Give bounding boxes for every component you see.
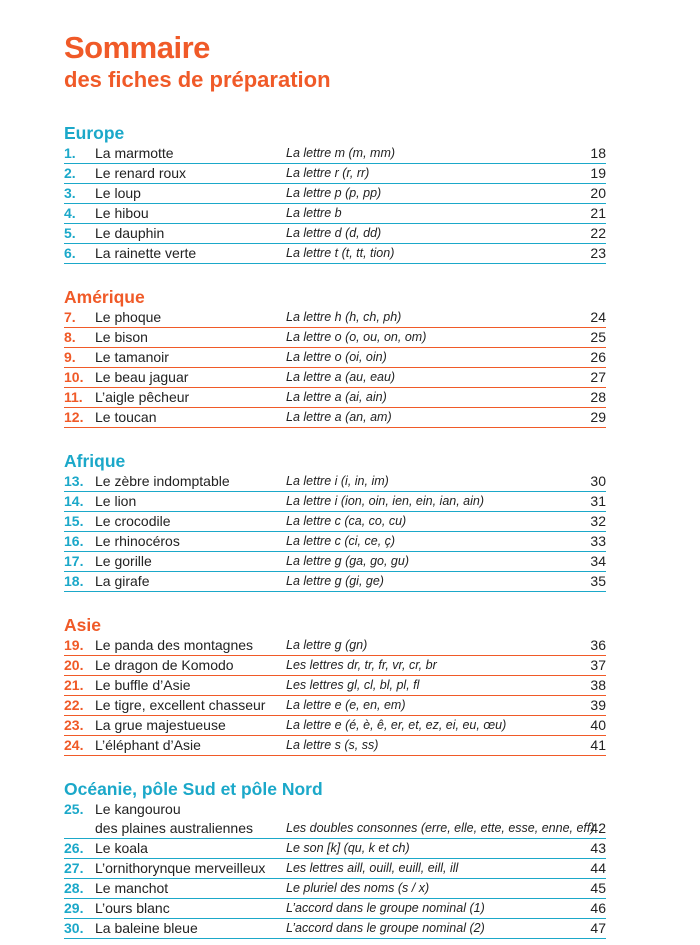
entry-title: Le rhinocéros xyxy=(95,533,180,549)
section-afrique xyxy=(64,450,606,592)
toc-entry[interactable] xyxy=(64,532,606,552)
toc-entry[interactable] xyxy=(64,472,606,492)
entry-number: 3. xyxy=(64,185,76,201)
entry-lesson: Les doubles consonnes (erre, elle, ette, esse, enne, eff) xyxy=(286,821,595,835)
entry-lesson: L’accord dans le groupe nominal (1) xyxy=(286,901,485,915)
toc-entry[interactable] xyxy=(64,919,606,939)
entry-lesson: La lettre o (o, ou, on, om) xyxy=(286,330,427,344)
toc-entry[interactable] xyxy=(64,408,606,428)
entry-title: Le bison xyxy=(95,329,148,345)
section-heading: Océanie, pôle Sud et pôle Nord xyxy=(64,779,323,799)
toc-entry[interactable] xyxy=(64,859,606,879)
entry-number: 18. xyxy=(64,573,84,589)
entry-lesson: La lettre g (gn) xyxy=(286,638,368,652)
toc-entry[interactable] xyxy=(64,552,606,572)
entry-lesson: Les lettres gl, cl, bl, pl, fl xyxy=(286,678,420,692)
entry-number: 5. xyxy=(64,225,76,241)
toc-entry[interactable] xyxy=(64,572,606,592)
entry-lesson: La lettre r (r, rr) xyxy=(286,166,370,180)
section-asie xyxy=(64,614,606,756)
entry-page-number: 28 xyxy=(590,389,606,405)
entry-number: 16. xyxy=(64,533,84,549)
entry-number: 27. xyxy=(64,860,84,876)
entry-lesson: La lettre c (ca, co, cu) xyxy=(286,514,407,528)
entry-page-number: 34 xyxy=(590,553,606,569)
entry-title: Le loup xyxy=(95,185,141,201)
entry-number: 14. xyxy=(64,493,84,509)
entry-number: 20. xyxy=(64,657,84,673)
entry-number: 6. xyxy=(64,245,76,261)
entry-lesson: L’accord dans le groupe nominal (2) xyxy=(286,921,485,935)
entry-page-number: 20 xyxy=(590,185,606,201)
entry-title: Le tigre, excellent chasseur xyxy=(95,697,266,713)
entry-page-number: 23 xyxy=(590,245,606,261)
entry-page-number: 30 xyxy=(590,473,606,489)
entry-number: 25. xyxy=(64,801,84,817)
entry-title: Le lion xyxy=(95,493,137,509)
entry-number: 2. xyxy=(64,165,76,181)
entry-title-continued: des plaines australiennes xyxy=(95,820,253,836)
entry-number: 26. xyxy=(64,840,84,856)
entry-page-number: 24 xyxy=(590,309,606,325)
entry-number: 21. xyxy=(64,677,84,693)
toc-entry[interactable] xyxy=(64,899,606,919)
entry-lesson: La lettre b xyxy=(286,206,342,220)
entry-number: 13. xyxy=(64,473,84,489)
entry-lesson: La lettre e (é, è, ê, er, et, ez, ei, eu, œu) xyxy=(286,718,507,732)
entry-title: L’ours blanc xyxy=(95,900,170,916)
entry-number: 22. xyxy=(64,697,84,713)
entry-page-number: 47 xyxy=(590,920,606,936)
entry-number: 12. xyxy=(64,409,84,425)
entry-title: Le dauphin xyxy=(95,225,165,241)
section-heading: Amérique xyxy=(64,287,145,307)
page-subtitle: des fiches de préparation xyxy=(64,67,331,92)
toc-entry[interactable] xyxy=(64,144,606,164)
entry-number: 8. xyxy=(64,329,76,345)
entry-number: 17. xyxy=(64,553,84,569)
sections-container xyxy=(64,122,606,939)
entry-page-number: 27 xyxy=(590,369,606,385)
entry-lesson: Les lettres dr, tr, fr, vr, cr, br xyxy=(286,658,437,672)
toc-entry[interactable] xyxy=(64,244,606,264)
section-amerique xyxy=(64,286,606,428)
toc-entry[interactable] xyxy=(64,204,606,224)
entry-title: Le manchot xyxy=(95,880,169,896)
toc-entry[interactable] xyxy=(64,716,606,736)
entry-title: Le hibou xyxy=(95,205,149,221)
entry-lesson: La lettre g (ga, go, gu) xyxy=(286,554,409,568)
entry-title: La baleine bleue xyxy=(95,920,198,936)
entry-title: Le gorille xyxy=(95,553,152,569)
section-europe xyxy=(64,122,606,264)
page-title: Sommaire xyxy=(64,30,210,65)
entry-number: 4. xyxy=(64,205,76,221)
entry-lesson: La lettre c (ci, ce, ç) xyxy=(286,534,396,548)
entry-page-number: 39 xyxy=(590,697,606,713)
entry-lesson: La lettre m (m, mm) xyxy=(286,146,396,160)
toc-entry[interactable] xyxy=(64,676,606,696)
entry-title: Le zèbre indomptable xyxy=(95,473,230,489)
entry-number: 30. xyxy=(64,920,84,936)
entry-page-number: 42 xyxy=(590,820,606,836)
entry-title: Le renard roux xyxy=(95,165,187,181)
entry-number: 10. xyxy=(64,369,84,385)
toc-entry[interactable] xyxy=(64,368,606,388)
entry-title: Le kangourou xyxy=(95,801,181,817)
entry-lesson: La lettre o (oi, oin) xyxy=(286,350,387,364)
entry-lesson: Le pluriel des noms (s / x) xyxy=(286,881,430,895)
entry-number: 28. xyxy=(64,880,84,896)
entry-page-number: 33 xyxy=(590,533,606,549)
entry-lesson: La lettre t (t, tt, tion) xyxy=(286,246,395,260)
toc-entry[interactable] xyxy=(64,512,606,532)
entry-number: 15. xyxy=(64,513,84,529)
entry-lesson: La lettre a (an, am) xyxy=(286,410,392,424)
entry-title: L’ornithorynque merveilleux xyxy=(95,860,266,876)
entry-title: Le beau jaguar xyxy=(95,369,189,385)
entry-number: 11. xyxy=(64,389,83,405)
toc-entry[interactable] xyxy=(64,164,606,184)
entry-title: La girafe xyxy=(95,573,150,589)
toc-entry[interactable] xyxy=(64,388,606,408)
entry-title: Le crocodile xyxy=(95,513,171,529)
entry-title: Le toucan xyxy=(95,409,157,425)
entry-lesson: La lettre s (s, ss) xyxy=(286,738,379,752)
entry-lesson: La lettre d (d, dd) xyxy=(286,226,382,240)
entry-lesson: La lettre g (gi, ge) xyxy=(286,574,384,588)
entry-lesson: Le son [k] (qu, k et ch) xyxy=(286,841,410,855)
entry-number: 7. xyxy=(64,309,76,325)
entry-page-number: 25 xyxy=(590,329,606,345)
toc-entry[interactable] xyxy=(64,636,606,656)
entry-lesson: Les lettres aill, ouill, euill, eill, ill xyxy=(286,861,459,875)
entry-page-number: 43 xyxy=(590,840,606,856)
entry-lesson: La lettre a (ai, ain) xyxy=(286,390,387,404)
entry-page-number: 22 xyxy=(590,225,606,241)
entry-page-number: 37 xyxy=(590,657,606,673)
entry-page-number: 32 xyxy=(590,513,606,529)
toc-entry[interactable] xyxy=(64,879,606,899)
toc-entry[interactable] xyxy=(64,696,606,716)
section-heading: Afrique xyxy=(64,451,126,471)
entry-number: 9. xyxy=(64,349,76,365)
entry-number: 29. xyxy=(64,900,84,916)
entry-page-number: 36 xyxy=(590,637,606,653)
toc-entry[interactable] xyxy=(64,184,606,204)
toc-entry[interactable] xyxy=(64,308,606,328)
entry-title: Le dragon de Komodo xyxy=(95,657,234,673)
toc-entry[interactable] xyxy=(64,492,606,512)
entry-page-number: 21 xyxy=(590,205,606,221)
toc-entry[interactable] xyxy=(64,224,606,244)
section-heading: Asie xyxy=(64,615,101,635)
entry-title: L’aigle pêcheur xyxy=(95,389,190,405)
entry-lesson: La lettre e (e, en, em) xyxy=(286,698,406,712)
entry-page-number: 31 xyxy=(590,493,606,509)
entry-page-number: 29 xyxy=(590,409,606,425)
table-of-contents xyxy=(64,30,606,939)
entry-number: 24. xyxy=(64,737,84,753)
toc-entry[interactable] xyxy=(64,656,606,676)
entry-page-number: 44 xyxy=(590,860,606,876)
entry-page-number: 26 xyxy=(590,349,606,365)
toc-entry[interactable] xyxy=(64,736,606,756)
entry-title: La marmotte xyxy=(95,145,174,161)
entry-lesson: La lettre h (h, ch, ph) xyxy=(286,310,402,324)
entry-lesson: La lettre a (au, eau) xyxy=(286,370,396,384)
entry-page-number: 35 xyxy=(590,573,606,589)
entry-page-number: 46 xyxy=(590,900,606,916)
entry-page-number: 18 xyxy=(590,145,606,161)
entry-title: Le buffle d’Asie xyxy=(95,677,191,693)
entry-title: Le panda des montagnes xyxy=(95,637,254,653)
entry-title: La rainette verte xyxy=(95,245,197,261)
entry-lesson: La lettre i (ion, oin, ien, ein, ian, ain) xyxy=(286,494,485,508)
entry-title: Le koala xyxy=(95,840,148,856)
entry-page-number: 45 xyxy=(590,880,606,896)
section-heading: Europe xyxy=(64,123,125,143)
entry-number: 19. xyxy=(64,637,84,653)
entry-number: 23. xyxy=(64,717,84,733)
entry-title: L’éléphant d’Asie xyxy=(95,737,201,753)
section-oceanie-pole-sud-et-pole-nord xyxy=(64,778,606,939)
entry-title: La grue majestueuse xyxy=(95,717,226,733)
toc-entry[interactable] xyxy=(64,348,606,368)
entry-title: Le tamanoir xyxy=(95,349,169,365)
toc-entry[interactable] xyxy=(64,328,606,348)
entry-title: Le phoque xyxy=(95,309,162,325)
entry-lesson: La lettre p (p, pp) xyxy=(286,186,382,200)
entry-lesson: La lettre i (i, in, im) xyxy=(286,474,389,488)
toc-entry[interactable] xyxy=(64,800,606,839)
toc-entry[interactable] xyxy=(64,839,606,859)
entry-page-number: 19 xyxy=(590,165,606,181)
entry-number: 1. xyxy=(64,145,76,161)
entry-page-number: 38 xyxy=(590,677,606,693)
entry-page-number: 40 xyxy=(590,717,606,733)
entry-page-number: 41 xyxy=(590,737,606,753)
